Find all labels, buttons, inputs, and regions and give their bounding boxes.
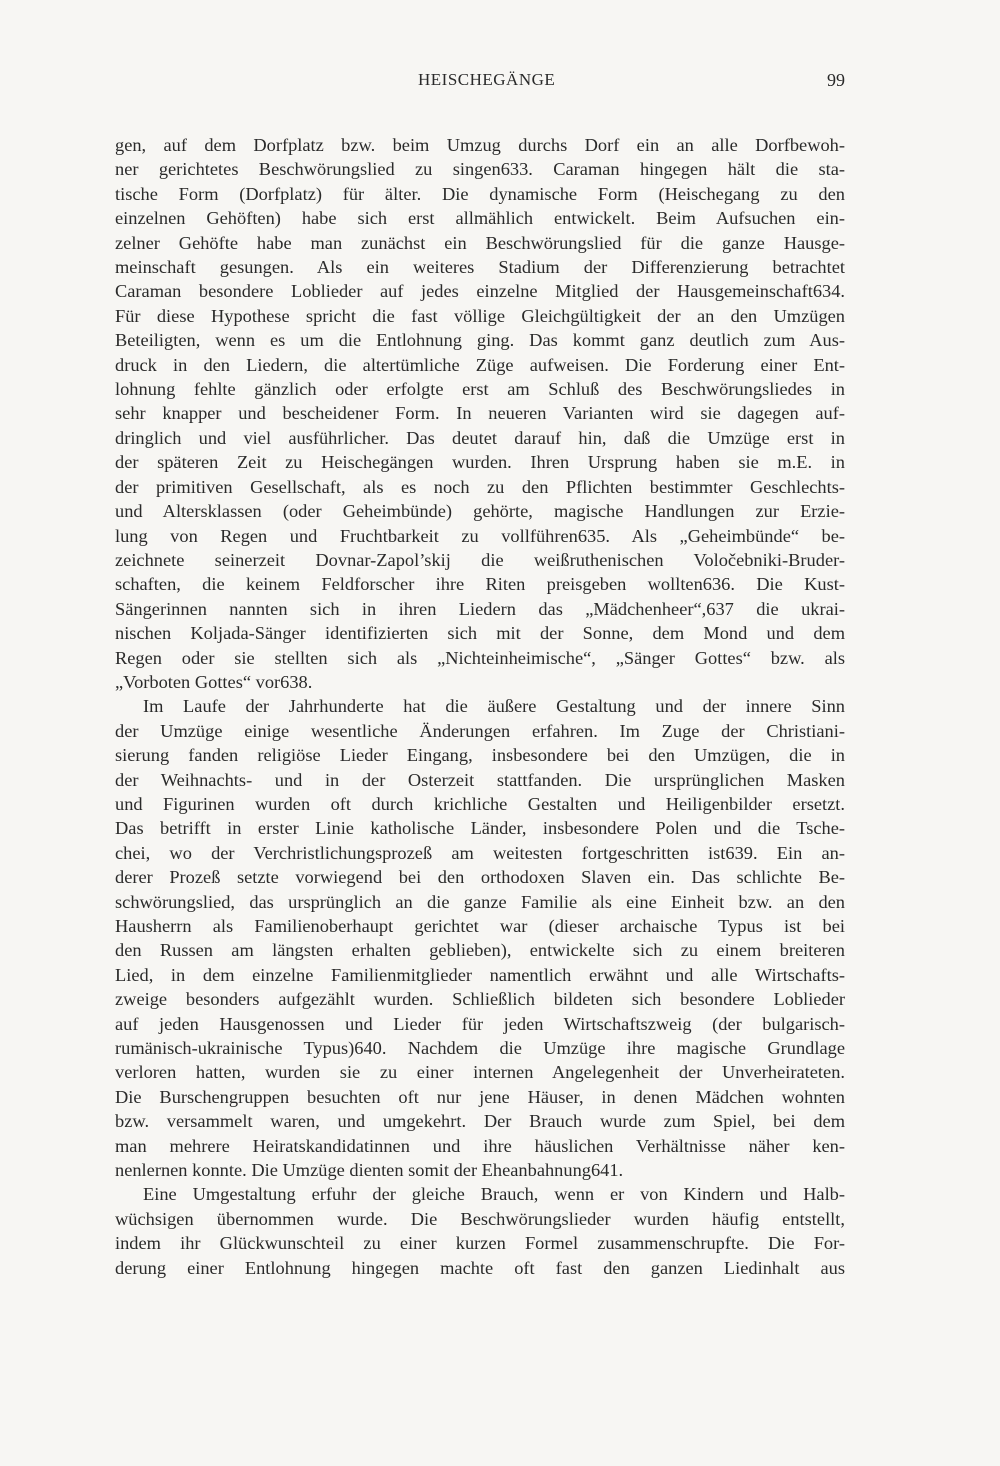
text-line: schaften, die keinem Feldforscher ihre Riten preisgeben wollten636. Die Kust- (115, 574, 845, 595)
text-line: sehr knapper und bescheidener Form. In neueren Varianten wird sie dagegen auf- (115, 403, 845, 424)
text-line: Sängerinnen nannten sich in ihren Liedern das „Mädchenheer“,637 die ukrai- (115, 598, 845, 619)
text-line: den Russen am längsten erhalten geblieben), entwickelte sich zu einem breiteren (115, 940, 845, 961)
text-line: Hausherrn als Familienoberhaupt gerichtet war (dieser archaische Typus ist bei (115, 916, 845, 936)
text-line: der Weihnachts- und in der Osterzeit stattfanden. Die ursprünglichen Masken (115, 769, 845, 790)
text-line: Im Laufe der Jahrhunderte hat die äußere Gestaltung und der innere Sinn (143, 696, 845, 717)
text-line: sierung fanden religiöse Lieder Eingang, insbesondere bei den Umzügen, die in (115, 745, 845, 766)
text-line: „Vorboten Gottes“ vor638. (115, 671, 313, 692)
running-head: HEISCHEGÄNGE (418, 70, 556, 89)
text-line: und Altersklassen (oder Geheimbünde) gehörte, magische Handlungen zur Erzie- (115, 501, 845, 522)
text-line: druck in den Liedern, die altertümliche Züge aufweisen. Die Forderung einer Ent- (115, 354, 845, 375)
text-line: verloren hatten, wurden sie zu einer internen Angelegenheit der Unverheirateten. (115, 1062, 845, 1083)
text-line: bzw. versammelt waren, und umgekehrt. Der Brauch wurde zum Spiel, bei dem (115, 1111, 845, 1132)
text-line: Caraman besondere Loblieder auf jedes einzelne Mitglied der Hausgemeinschaft634. (115, 281, 845, 302)
page-header (115, 70, 845, 98)
text-line: chei, wo der Verchristlichungsprozeß am weitesten fortgeschritten ist639. Ein an- (115, 842, 845, 863)
text-line: einzelnen Gehöften) habe sich erst allmählich entwickelt. Beim Aufsuchen ein- (115, 208, 845, 229)
text-line: tische Form (Dorfplatz) für älter. Die dynamische Form (Heischegang zu den (115, 183, 845, 204)
text-line: dringlich und viel ausführlicher. Das deutet darauf hin, daß die Umzüge erst in (115, 427, 845, 448)
page-number: 99 (827, 70, 845, 90)
text-line: zelner Gehöfte habe man zunächst ein Beschwörungslied für die ganze Hausge- (115, 232, 845, 253)
text-line: derer Prozeß setzte vorwiegend bei den orthodoxen Slaven ein. Das schlichte Be- (115, 867, 845, 888)
text-line: der späteren Zeit zu Heischegängen wurden. Ihren Ursprung haben sie m.E. in (115, 452, 845, 473)
text-line: rumänisch-ukrainische Typus)640. Nachdem die Umzüge ihre magische Grundlage (115, 1038, 845, 1059)
text-line: der primitiven Gesellschaft, als es noch zu den Pflichten bestimmter Geschlechts- (115, 476, 845, 497)
text-line: nischen Koljada-Sänger identifizierten sich mit der Sonne, dem Mond und dem (115, 623, 845, 644)
text-line: nenlernen konnte. Die Umzüge dienten somit der Eheanbahnung641. (115, 1160, 624, 1181)
text-line: Eine Umgestaltung erfuhr der gleiche Brauch, wenn er von Kindern und Halb- (143, 1184, 845, 1205)
text-line: Für diese Hypothese spricht die fast völlige Gleichgültigkeit der an den Umzügen (115, 305, 845, 326)
text-line: meinschaft gesungen. Als ein weiteres Stadium der Differenzierung betrachtet (115, 257, 845, 278)
text-line: lohnung fehlte gänzlich oder erfolgte erst am Schluß des Beschwörungsliedes in (115, 379, 845, 400)
text-line: Regen oder sie stellten sich als „Nichteinheimische“, „Sänger Gottes“ bzw. als (115, 647, 845, 668)
text-line: Beteiligten, wenn es um die Entlohnung ging. Das kommt ganz deutlich zum Aus- (115, 330, 845, 351)
text-line: und Figurinen wurden oft durch krichliche Gestalten und Heiligenbilder ersetzt. (115, 793, 845, 814)
text-line: man mehrere Heiratskandidatinnen und ihre häuslichen Verhältnisse näher ken- (115, 1135, 845, 1156)
text-line: indem ihr Glückwunschteil zu einer kurzen Formel zusammenschrupfte. Die For- (115, 1233, 845, 1254)
text-line: wüchsigen übernommen wurde. Die Beschwörungslieder wurden häufig entstellt, (115, 1208, 845, 1229)
text-line: Lied, in dem einzelne Familienmitglieder namentlich erwähnt und alle Wirtschafts- (115, 964, 845, 985)
text-line: derung einer Entlohnung hingegen machte oft fast den ganzen Liedinhalt aus (115, 1257, 845, 1278)
body-text (115, 133, 845, 1280)
text-line: zeichnete seinerzeit Dovnar-Zapol’skij die weißruthenischen Voločebniki-Bruder- (115, 549, 845, 570)
text-line: der Umzüge einige wesentliche Änderungen erfahren. Im Zuge der Christiani- (115, 720, 845, 741)
text-line: Das betrifft in erster Linie katholische Länder, insbesondere Polen und die Tsche- (115, 818, 845, 839)
text-line: ner gerichtetes Beschwörungslied zu singen633. Caraman hingegen hält die sta- (115, 159, 845, 180)
text-line: auf jeden Hausgenossen und Lieder für jeden Wirtschaftszweig (der bulgarisch- (115, 1013, 845, 1034)
text-line: gen, auf dem Dorfplatz bzw. beim Umzug durchs Dorf ein an alle Dorfbewoh- (115, 135, 845, 155)
text-line: schwörungslied, das ursprünglich an die ganze Familie als eine Einheit bzw. an den (115, 891, 845, 912)
text-line: Die Burschengruppen besuchten oft nur jene Häuser, in denen Mädchen wohnten (115, 1086, 845, 1107)
text-line: zweige besonders aufgezählt wurden. Schließlich bildeten sich besondere Loblieder (115, 989, 845, 1010)
text-line: lung von Regen und Fruchtbarkeit zu vollführen635. Als „Geheimbünde“ be- (115, 525, 845, 546)
